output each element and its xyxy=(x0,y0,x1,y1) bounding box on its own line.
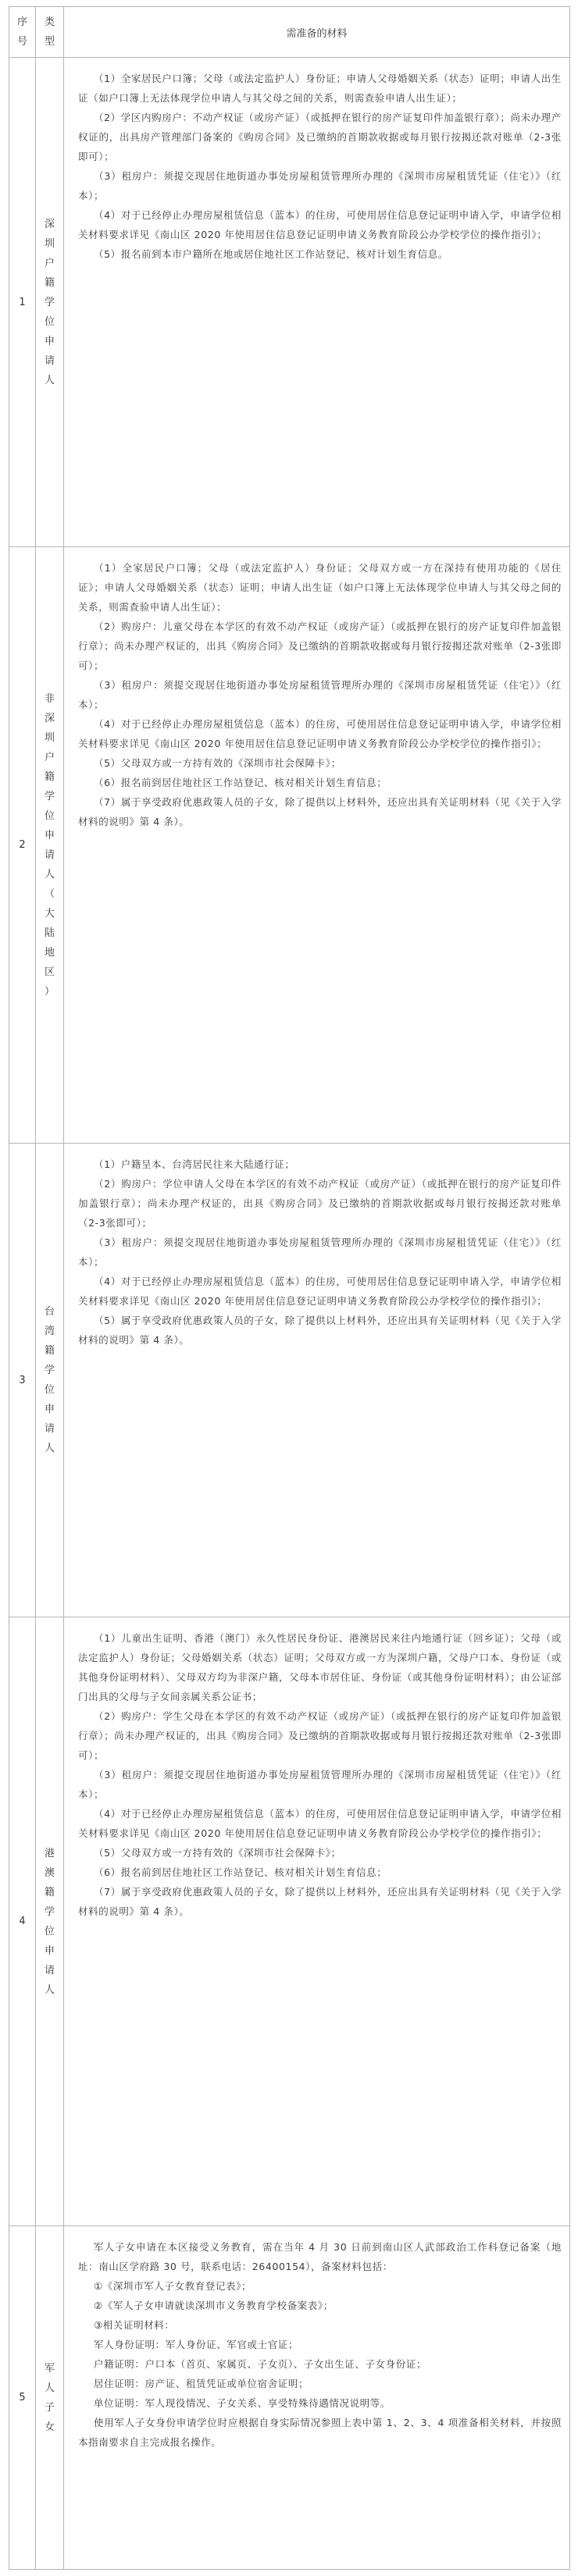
type-char: 深 xyxy=(44,218,55,230)
table-header-row xyxy=(9,7,570,58)
type-char: （ xyxy=(44,888,55,900)
type-char: 请 xyxy=(44,1964,55,1976)
row-materials xyxy=(64,58,570,547)
header-char: 型 xyxy=(44,36,55,48)
row-type xyxy=(36,58,64,547)
type-char: 户 xyxy=(44,257,55,269)
type-char: 学 xyxy=(44,296,55,308)
row-number xyxy=(9,1144,36,1617)
header-materials: 需准备的材料 xyxy=(64,7,570,58)
row-materials xyxy=(64,2226,570,2570)
type-char: 位 xyxy=(44,809,55,822)
header-type xyxy=(36,7,64,58)
type-char: 位 xyxy=(44,1925,55,1937)
material-item: （7）属于享受政府优惠政策人员的子女，除了提供以上材料外，还应出具有关证明材料（见《关于入学材料的说明》第 4 条）。 xyxy=(78,796,562,827)
row-materials xyxy=(64,1617,570,2226)
type-char: 学 xyxy=(44,1905,55,1918)
material-item: （1）户籍呈本、台湾居民往来大陆通行证； xyxy=(94,1158,295,1170)
table-row xyxy=(9,58,570,547)
type-char: 位 xyxy=(44,315,55,328)
material-item: ①《深圳市军人子女教育登记表》； xyxy=(94,2280,252,2292)
material-item: 使用军人子女身份申请学位时应根据自身实际情况参照上表中第 1、2、3、4 项准备相关材料，并按照本指南要求自主完成报名操作。 xyxy=(78,2417,562,2448)
row-number-text: 3 xyxy=(19,1374,26,1386)
material-item: （4）对于已经停止办理房屋租赁信息（蓝本）的住房，可使用居住信息登记证明申请入学，申请学位相关材料要求详见《南山区 2020 年使用居住信息登记证明申请义务教育阶段公办学校学位的操作指引》； xyxy=(78,209,562,240)
type-char: 申 xyxy=(44,335,55,347)
type-char: 学 xyxy=(44,1364,55,1376)
type-char: ） xyxy=(44,985,55,998)
material-item: （2）购房户：学生父母在本学区的有效不动产权证（或房产证）（或抵押在银行的房产证复印件加盖银行章）；尚未办理产权证的，出具《购房合同》及已缴纳的首期款收据或每月银行按揭还款对账单（2-3张即可）； xyxy=(78,1710,562,1761)
materials-table xyxy=(9,6,570,2570)
row-type xyxy=(36,1144,64,1617)
material-item: （3）租房户：须提交现居住地街道办事处房屋租赁管理所办理的《深圳市房屋租赁凭证（住宅）》（红本）； xyxy=(78,170,562,201)
material-item: （6）报名前到居住地社区工作站登记、核对相关计划生育信息； xyxy=(94,1866,387,1878)
type-char: 籍 xyxy=(44,1345,55,1357)
type-char: 圳 xyxy=(44,237,55,250)
material-item: ②《军人子女申请就读深圳市义务教育学校备案表》； xyxy=(94,2300,334,2311)
row-number xyxy=(9,58,36,547)
material-item: （6）报名前到居住地社区工作站登记、核对相关计划生育信息； xyxy=(94,777,387,788)
type-chars xyxy=(36,1844,63,2000)
row-number-text: 1 xyxy=(19,296,26,308)
type-char: 籍 xyxy=(44,1886,55,1898)
type-char: 陆 xyxy=(44,927,55,939)
materials-list xyxy=(78,2237,562,2452)
table-row xyxy=(9,1144,570,1617)
material-item: （5）父母双方或一方持有效的《深圳市社会保障卡》； xyxy=(94,1847,341,1859)
type-char: 深 xyxy=(44,712,55,724)
table-row xyxy=(9,1617,570,2226)
row-type xyxy=(36,1617,64,2226)
type-char: 湾 xyxy=(44,1325,55,1337)
material-item: （3）租房户：须提交现居住地街道办事处房屋租赁管理所办理的《深圳市房屋租赁凭证（住宅）》（红本）； xyxy=(78,1769,562,1800)
material-item: 军人子女申请在本区接受义务教育，需在当年 4 月 30 日前到南山区人武部政治工作科登记备案（地址：南山区学府路 30 号，联系电话：26400154），备案材料包括： xyxy=(78,2241,562,2272)
type-char: 人 xyxy=(44,868,55,881)
row-number-text: 5 xyxy=(19,2392,26,2403)
type-char: 港 xyxy=(44,1847,55,1859)
material-item: （2）学区内购房户：不动产权证（或房产证）（或抵押在银行的房产证复印件加盖银行章）；尚未办理产权证的，出具房产管理部门备案的《购房合同》及已缴纳的首期款收据或每月银行按揭还款对账单（2-3张即可）； xyxy=(78,112,562,162)
type-char: 申 xyxy=(44,829,55,841)
header-char: 序 xyxy=(16,16,27,28)
type-char: 请 xyxy=(44,354,55,367)
material-item: （5）报名前到本市户籍所在地或居住地社区工作站登记、核对计划生育信息。 xyxy=(94,248,448,260)
type-chars xyxy=(36,2359,63,2437)
row-materials xyxy=(64,547,570,1144)
material-item: （1）全家居民户口簿；父母（或法定监护人）身份证；父母双方或一方在深持有使用功能的《居住证》；申请人父母婚姻关系（状态）证明；申请人出生证（如户口簿上无法体现学位申请人与其父母之间的关系，则需查验申请人出生证）； xyxy=(78,562,562,613)
type-char: 子 xyxy=(44,2401,55,2414)
type-char: 台 xyxy=(44,1306,55,1318)
material-item: （3）租房户：须提交现居住地街道办事处房屋租赁管理所办理的《深圳市房屋租赁凭证（住宅）》（红本）； xyxy=(78,679,562,710)
type-char: 位 xyxy=(44,1384,55,1396)
type-char: 籍 xyxy=(44,276,55,289)
material-item: ③相关证明材料： xyxy=(94,2319,175,2331)
material-item: （4）对于已经停止办理房屋租赁信息（蓝本）的住房，可使用居住信息登记证明申请入学，申请学位相关材料要求详见《南山区 2020 年使用居住信息登记证明申请义务教育阶段公办学校学位的操作指引》； xyxy=(78,1808,562,1839)
type-char: 请 xyxy=(44,1423,55,1435)
material-item: （2）购房户：儿童父母在本学区的有效不动产权证（或房产证）（或抵押在银行的房产证复印件加盖银行章）；尚未办理产权证的，出具《购房合同》及已缴纳的首期款收据或每月银行按揭还款对账单（2-3张即可）； xyxy=(78,621,562,671)
table-row xyxy=(9,547,570,1144)
type-char: 区 xyxy=(44,966,55,978)
material-item: （4）对于已经停止办理房屋租赁信息（蓝本）的住房，可使用居住信息登记证明申请入学，申请学位相关材料要求详见《南山区 2020 年使用居住信息登记证明申请义务教育阶段公办学校学位的操作指引》； xyxy=(78,718,562,749)
materials-list xyxy=(78,1155,562,1350)
material-item: （4）对于已经停止办理房屋租赁信息（蓝本）的住房，可使用居住信息登记证明申请入学，申请学位相关材料要求详见《南山区 2020 年使用居住信息登记证明申请义务教育阶段公办学校学位的操作指引》； xyxy=(78,1276,562,1307)
type-chars xyxy=(36,689,63,1002)
header-char: 类 xyxy=(44,16,55,28)
material-item: （3）租房户：须提交现居住地街道办事处房屋租赁管理所办理的《深圳市房屋租赁凭证（住宅）》（红本）； xyxy=(78,1236,562,1268)
material-item: （1）全家居民户口簿；父母（或法定监护人）身份证；申请人父母婚姻关系（状态）证明；申请人出生证（如户口簿上无法体现学位申请人与其父母之间的关系，则需查验申请人出生证）； xyxy=(78,73,562,104)
type-char: 非 xyxy=(44,692,55,705)
type-char: 人 xyxy=(44,1443,55,1454)
row-materials xyxy=(64,1144,570,1617)
header-number xyxy=(9,7,36,58)
type-chars xyxy=(36,1302,63,1458)
material-item: 军人身份证明：军人身份证、军官或士官证； xyxy=(94,2339,299,2350)
type-char: 人 xyxy=(44,374,55,386)
type-char: 申 xyxy=(44,1404,55,1415)
header-char: 号 xyxy=(16,36,27,48)
type-char: 户 xyxy=(44,751,55,763)
type-char: 军 xyxy=(44,2362,55,2375)
materials-list xyxy=(78,69,562,264)
material-item: （5）属于享受政府优惠政策人员的子女，除了提供以上材料外，还应出具有关证明材料（见《关于入学材料的说明》第 4 条）。 xyxy=(78,1315,562,1346)
type-chars xyxy=(36,215,63,390)
material-item: （2）购房户：学位申请人父母在本学区的有效不动产权证（或房产证）（或抵押在银行的房产证复印件加盖银行章）；尚未办理产权证的，出具《购房合同》及已缴纳的首期款收据或每月银行按揭还款对账单（2-3张即可）； xyxy=(78,1178,562,1229)
row-type xyxy=(36,2226,64,2570)
row-type xyxy=(36,547,64,1144)
material-item: 居住证明：房产证、租赁凭证或单位宿舍证明； xyxy=(94,2378,309,2389)
material-item: 户籍证明：户口本（首页、家属页、子女页）、子女出生证、子女身份证； xyxy=(94,2358,427,2370)
type-char: 地 xyxy=(44,946,55,959)
row-number-text: 4 xyxy=(19,1916,26,1927)
type-char: 大 xyxy=(44,907,55,920)
row-number-text: 2 xyxy=(19,839,26,851)
type-char: 圳 xyxy=(44,731,55,744)
type-char: 籍 xyxy=(44,770,55,783)
type-char: 女 xyxy=(44,2421,55,2433)
type-char: 请 xyxy=(44,849,55,861)
material-item: （1）儿童出生证明、香港（澳门）永久性居民身份证、港澳居民来往内地通行证（回乡证）；父母（或法定监护人）身份证；父母婚姻关系（状态）证明；父母双方或一方为深圳户籍，父母户口本、身份证（或其他身份证明材料）、父母双方均为非深户籍，父母本市居住证、身份证（或其他身份证明材料）；由公证部门出具的父母与子女间亲属关系公证书； xyxy=(78,1632,562,1703)
row-number xyxy=(9,547,36,1144)
row-number xyxy=(9,1617,36,2226)
table-row xyxy=(9,2226,570,2570)
materials-list xyxy=(78,1628,562,1921)
materials-list xyxy=(78,558,562,831)
type-char: 人 xyxy=(44,2382,55,2394)
type-char: 学 xyxy=(44,790,55,802)
type-char: 澳 xyxy=(44,1866,55,1879)
type-char: 人 xyxy=(44,1984,55,1996)
material-item: （5）父母双方或一方持有效的《深圳市社会保障卡》； xyxy=(94,757,341,769)
material-item: 单位证明：军人现役情况、子女关系、享受特殊待遇情况说明等。 xyxy=(94,2397,391,2409)
material-item: （7）属于享受政府优惠政策人员的子女，除了提供以上材料外，还应出具有关证明材料（见《关于入学材料的说明》第 4 条）。 xyxy=(78,1886,562,1917)
row-number xyxy=(9,2226,36,2570)
type-char: 申 xyxy=(44,1944,55,1957)
